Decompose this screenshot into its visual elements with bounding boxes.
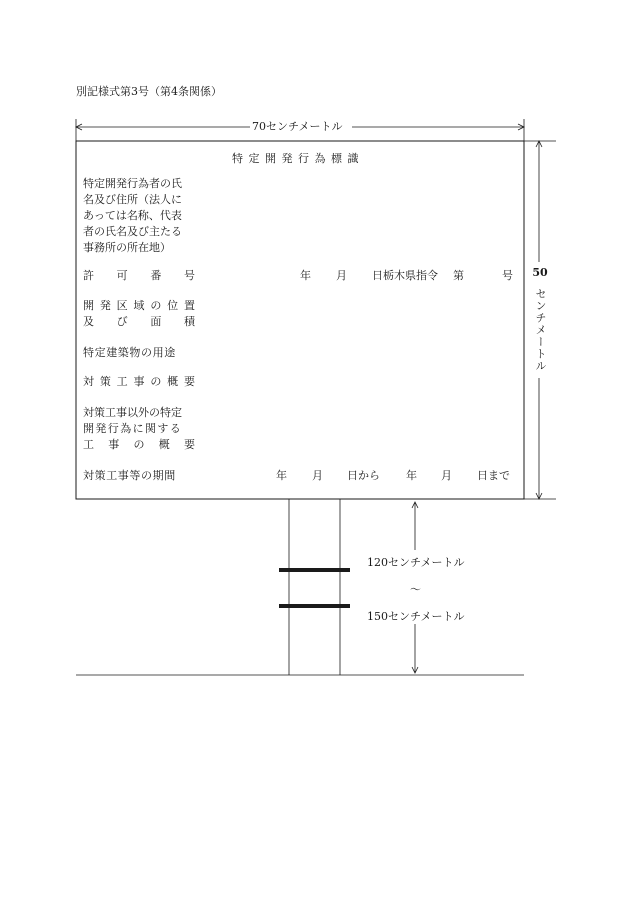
- period-month-start: 月: [312, 469, 323, 482]
- period-month-end: 月: [441, 469, 452, 482]
- label-char: 許: [83, 269, 94, 282]
- period-until: 日まで: [477, 469, 510, 482]
- label-char: 積: [183, 315, 195, 328]
- post-break-mark-upper: [279, 568, 350, 572]
- period-year-start: 年: [276, 469, 287, 482]
- label-char: 可: [116, 269, 128, 282]
- permit-go: 号: [502, 269, 513, 282]
- post-height-min: 120センチメートル: [367, 556, 465, 569]
- other-work-line3: [83, 437, 195, 453]
- period-label: [83, 468, 195, 484]
- area-label: [83, 298, 195, 330]
- label-char: 要: [183, 375, 195, 388]
- label-char: 発: [99, 299, 111, 312]
- label-char: 位: [167, 299, 179, 312]
- label-char: 対: [83, 375, 94, 388]
- label-char: 面: [150, 315, 162, 328]
- area-label-line2: [83, 314, 195, 330]
- permit-month: 月: [336, 269, 347, 282]
- developer-label-line: 名及び住所（法人に: [83, 193, 182, 206]
- height-dimension-label: [531, 266, 549, 378]
- developer-label-line: 特定開発行為者の氏: [83, 177, 182, 190]
- developer-label: [83, 176, 203, 256]
- post-break-mark-lower: [279, 604, 350, 608]
- developer-label-line: 者の氏名及び主たる: [83, 225, 182, 238]
- label-char: 事: [133, 375, 145, 388]
- width-dimension-label: 70センチメートル: [252, 120, 343, 133]
- other-work-line1: 対策工事以外の特定: [83, 406, 182, 419]
- label-char: 号: [183, 269, 195, 282]
- period-label-text: 対策工事等の期間: [83, 469, 176, 482]
- label-char: 区: [116, 299, 128, 312]
- permit-number-label: [83, 268, 195, 284]
- label-char: 開: [83, 299, 94, 312]
- building-use-text: 特定建築物の用途: [83, 346, 176, 359]
- label-char: の: [150, 299, 162, 312]
- label-char: 工: [83, 438, 94, 451]
- label-char: 番: [150, 269, 162, 282]
- label-char: 及: [83, 315, 94, 328]
- permit-year: 年: [300, 269, 311, 282]
- height-dimension-unit: センチメートル: [534, 288, 547, 372]
- label-char: 域: [133, 299, 145, 312]
- other-work-label: [83, 405, 201, 453]
- post-height-tilde: 〜: [410, 583, 421, 596]
- developer-label-line: あっては名称、代表: [83, 209, 182, 222]
- post-height-max: 150センチメートル: [367, 610, 465, 623]
- building-use-label: [83, 345, 195, 361]
- form-caption: 別記様式第3号（第4条関係）: [76, 85, 222, 98]
- developer-label-line: 事務所の所在地）: [83, 241, 171, 254]
- label-char: 工: [116, 375, 128, 388]
- area-label-line1: [83, 298, 195, 314]
- permit-day-designation: 日栃木県指令: [372, 269, 438, 282]
- label-char: 策: [99, 375, 111, 388]
- label-char: の: [150, 375, 162, 388]
- label-char: の: [133, 438, 145, 451]
- other-work-line2: 開発行為に関する: [83, 422, 183, 435]
- sign-title: 特 定 開 発 行 為 標 識: [232, 152, 360, 165]
- period-from: 日から: [347, 469, 380, 482]
- label-char: 置: [183, 299, 195, 312]
- height-dimension-number: 50: [532, 266, 548, 279]
- label-char: 要: [184, 438, 195, 451]
- label-char: 概: [167, 375, 179, 388]
- label-char: 概: [158, 438, 170, 451]
- label-char: び: [116, 315, 128, 328]
- permit-dai: 第: [453, 269, 464, 282]
- overview-label: [83, 374, 195, 390]
- period-year-end: 年: [406, 469, 417, 482]
- label-char: 事: [108, 438, 120, 451]
